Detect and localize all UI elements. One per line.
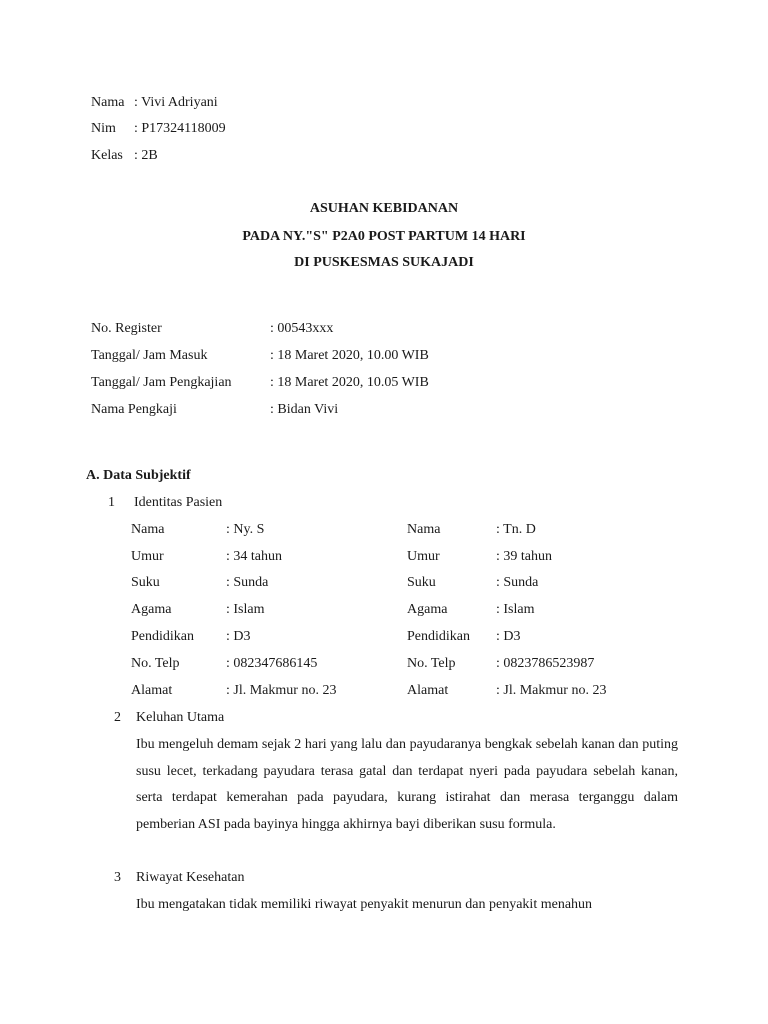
student-nim-value: : P17324118009 bbox=[134, 121, 226, 136]
husband-label: Agama bbox=[407, 602, 448, 617]
item-2-number: 2 bbox=[114, 710, 121, 725]
patient-value: : Jl. Makmur no. 23 bbox=[226, 683, 337, 698]
husband-value: : 0823786523987 bbox=[496, 656, 595, 671]
patient-value: : Ny. S bbox=[226, 522, 265, 537]
husband-label: Nama bbox=[407, 522, 441, 537]
patient-label: Pendidikan bbox=[131, 629, 194, 644]
title-line-2: PADA NY."S" P2A0 POST PARTUM 14 HARI bbox=[242, 229, 526, 244]
husband-value: : Islam bbox=[496, 602, 535, 617]
patient-value: : Islam bbox=[226, 602, 265, 617]
item-3-number: 3 bbox=[114, 870, 121, 885]
husband-value: : D3 bbox=[496, 629, 521, 644]
husband-label: Pendidikan bbox=[407, 629, 470, 644]
husband-label: No. Telp bbox=[407, 656, 456, 671]
item-1-number: 1 bbox=[108, 495, 115, 510]
student-class-label: Kelas bbox=[91, 148, 123, 163]
assessor-label: Nama Pengkaji bbox=[91, 402, 177, 417]
husband-label: Alamat bbox=[407, 683, 449, 698]
title-line-1: ASUHAN KEBIDANAN bbox=[309, 201, 459, 216]
item-2-title: Keluhan Utama bbox=[136, 710, 225, 725]
main-complaint-paragraph: Ibu mengeluh demam sejak 2 hari yang lalu dan payudaranya bengkak sebelah kanan dan puting susu lecet, terkadang payudara terasa gatal dan terdapat nyeri pada payudara sebelah kanan, serta terdapat kemerahan pada payudara, kurang istirahat dan merasa terganggu dalam pemberian ASI pada bayinya hingga akhirnya bayi diberikan susu formula. bbox=[136, 737, 678, 832]
title-line-3: DI PUSKESMAS SUKAJADI bbox=[294, 255, 474, 270]
husband-value: : Sunda bbox=[496, 575, 539, 590]
student-class-value: : 2B bbox=[134, 148, 158, 163]
admission-label: Tanggal/ Jam Masuk bbox=[91, 348, 208, 363]
register-value: : 00543xxx bbox=[270, 321, 334, 336]
husband-value: : 39 tahun bbox=[496, 549, 552, 564]
patient-label: Umur bbox=[131, 549, 164, 564]
patient-label: Nama bbox=[131, 522, 165, 537]
student-name-label: Nama bbox=[91, 95, 125, 110]
health-history-text: Ibu mengatakan tidak memiliki riwayat penyakit menurun dan penyakit menahun bbox=[136, 897, 593, 912]
item-3-title: Riwayat Kesehatan bbox=[136, 870, 245, 885]
patient-value: : 34 tahun bbox=[226, 549, 282, 564]
register-label: No. Register bbox=[91, 321, 162, 336]
husband-label: Suku bbox=[407, 575, 436, 590]
patient-label: Suku bbox=[131, 575, 160, 590]
patient-label: Agama bbox=[131, 602, 172, 617]
husband-value: : Jl. Makmur no. 23 bbox=[496, 683, 607, 698]
patient-value: : D3 bbox=[226, 629, 251, 644]
husband-value: : Tn. D bbox=[496, 522, 536, 537]
patient-label: Alamat bbox=[131, 683, 173, 698]
assessment-value: : 18 Maret 2020, 10.05 WIB bbox=[270, 375, 429, 390]
patient-value: : 082347686145 bbox=[226, 656, 318, 671]
husband-label: Umur bbox=[407, 549, 440, 564]
student-nim-label: Nim bbox=[91, 121, 116, 136]
assessment-label: Tanggal/ Jam Pengkajian bbox=[91, 375, 232, 390]
assessor-value: : Bidan Vivi bbox=[270, 402, 339, 417]
section-a-heading: A. Data Subjektif bbox=[86, 468, 191, 483]
student-name-value: : Vivi Adriyani bbox=[134, 95, 218, 110]
admission-value: : 18 Maret 2020, 10.00 WIB bbox=[270, 348, 429, 363]
patient-value: : Sunda bbox=[226, 575, 269, 590]
patient-label: No. Telp bbox=[131, 656, 180, 671]
item-1-title: Identitas Pasien bbox=[134, 495, 223, 510]
